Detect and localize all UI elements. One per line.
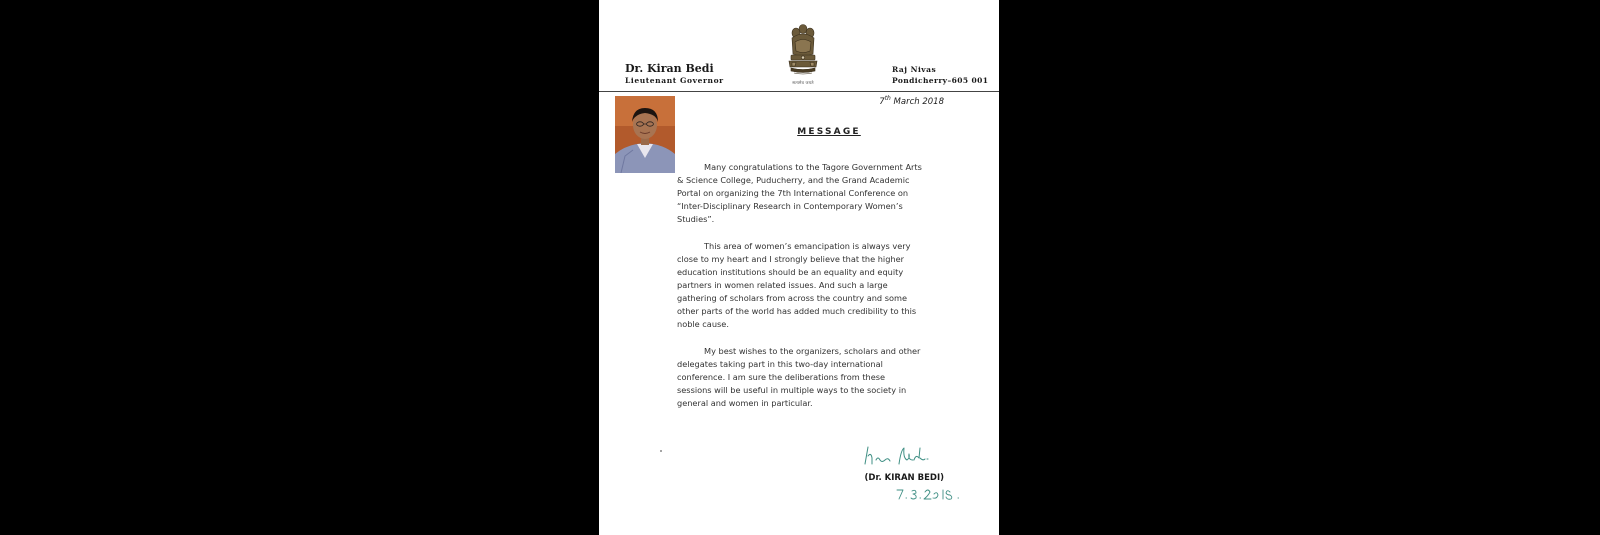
body-paragraph-1: Many congratulations to the Tagore Government Arts & Science College, Puducherry, and the Grand Academic Portal on organizing the 7th International Conference on “Inter-Disciplinary Research in Contemporary Women’s Studies”. (677, 162, 922, 224)
letter-page (599, 0, 999, 535)
body-paragraph-3: My best wishes to the organizers, scholars and other delegates taking part in this two-day international conference. I am sure the deliberations from these sessions will be useful in multiple ways to the society in general and women in particular. (677, 346, 921, 408)
signatory-name: (Dr. KIRAN BEDI) (864, 473, 944, 483)
paper-speck (660, 450, 662, 452)
portrait-photo (615, 96, 675, 173)
date-suffix: th (884, 95, 891, 102)
handwritten-date (895, 486, 967, 502)
message-body (677, 161, 943, 424)
body-paragraph-2: This area of women’s emancipation is always very close to my heart and I strongly believe that the higher education institutions should be an equality and equity partners in women related issues. And such a large gathering of scholars from across the country and some other parts of the world has added much credibility to this noble cause. (677, 241, 917, 329)
header-divider (599, 91, 999, 92)
handwritten-signature (863, 444, 935, 468)
emblem-motto: सत्यमेव जयते (792, 80, 814, 85)
date-month-year: March 2018 (890, 96, 944, 107)
address-line-2: Pondicherry–605 001 (892, 76, 989, 85)
national-emblem-icon (786, 24, 820, 82)
sender-name: Dr. Kiran Bedi (625, 62, 714, 75)
letter-date (851, 95, 944, 107)
date-day: 7 (879, 96, 885, 107)
message-heading: MESSAGE (797, 127, 861, 137)
sender-title: Lieutenant Governor (625, 76, 724, 85)
address-line-1: Raj Nivas (892, 65, 937, 74)
